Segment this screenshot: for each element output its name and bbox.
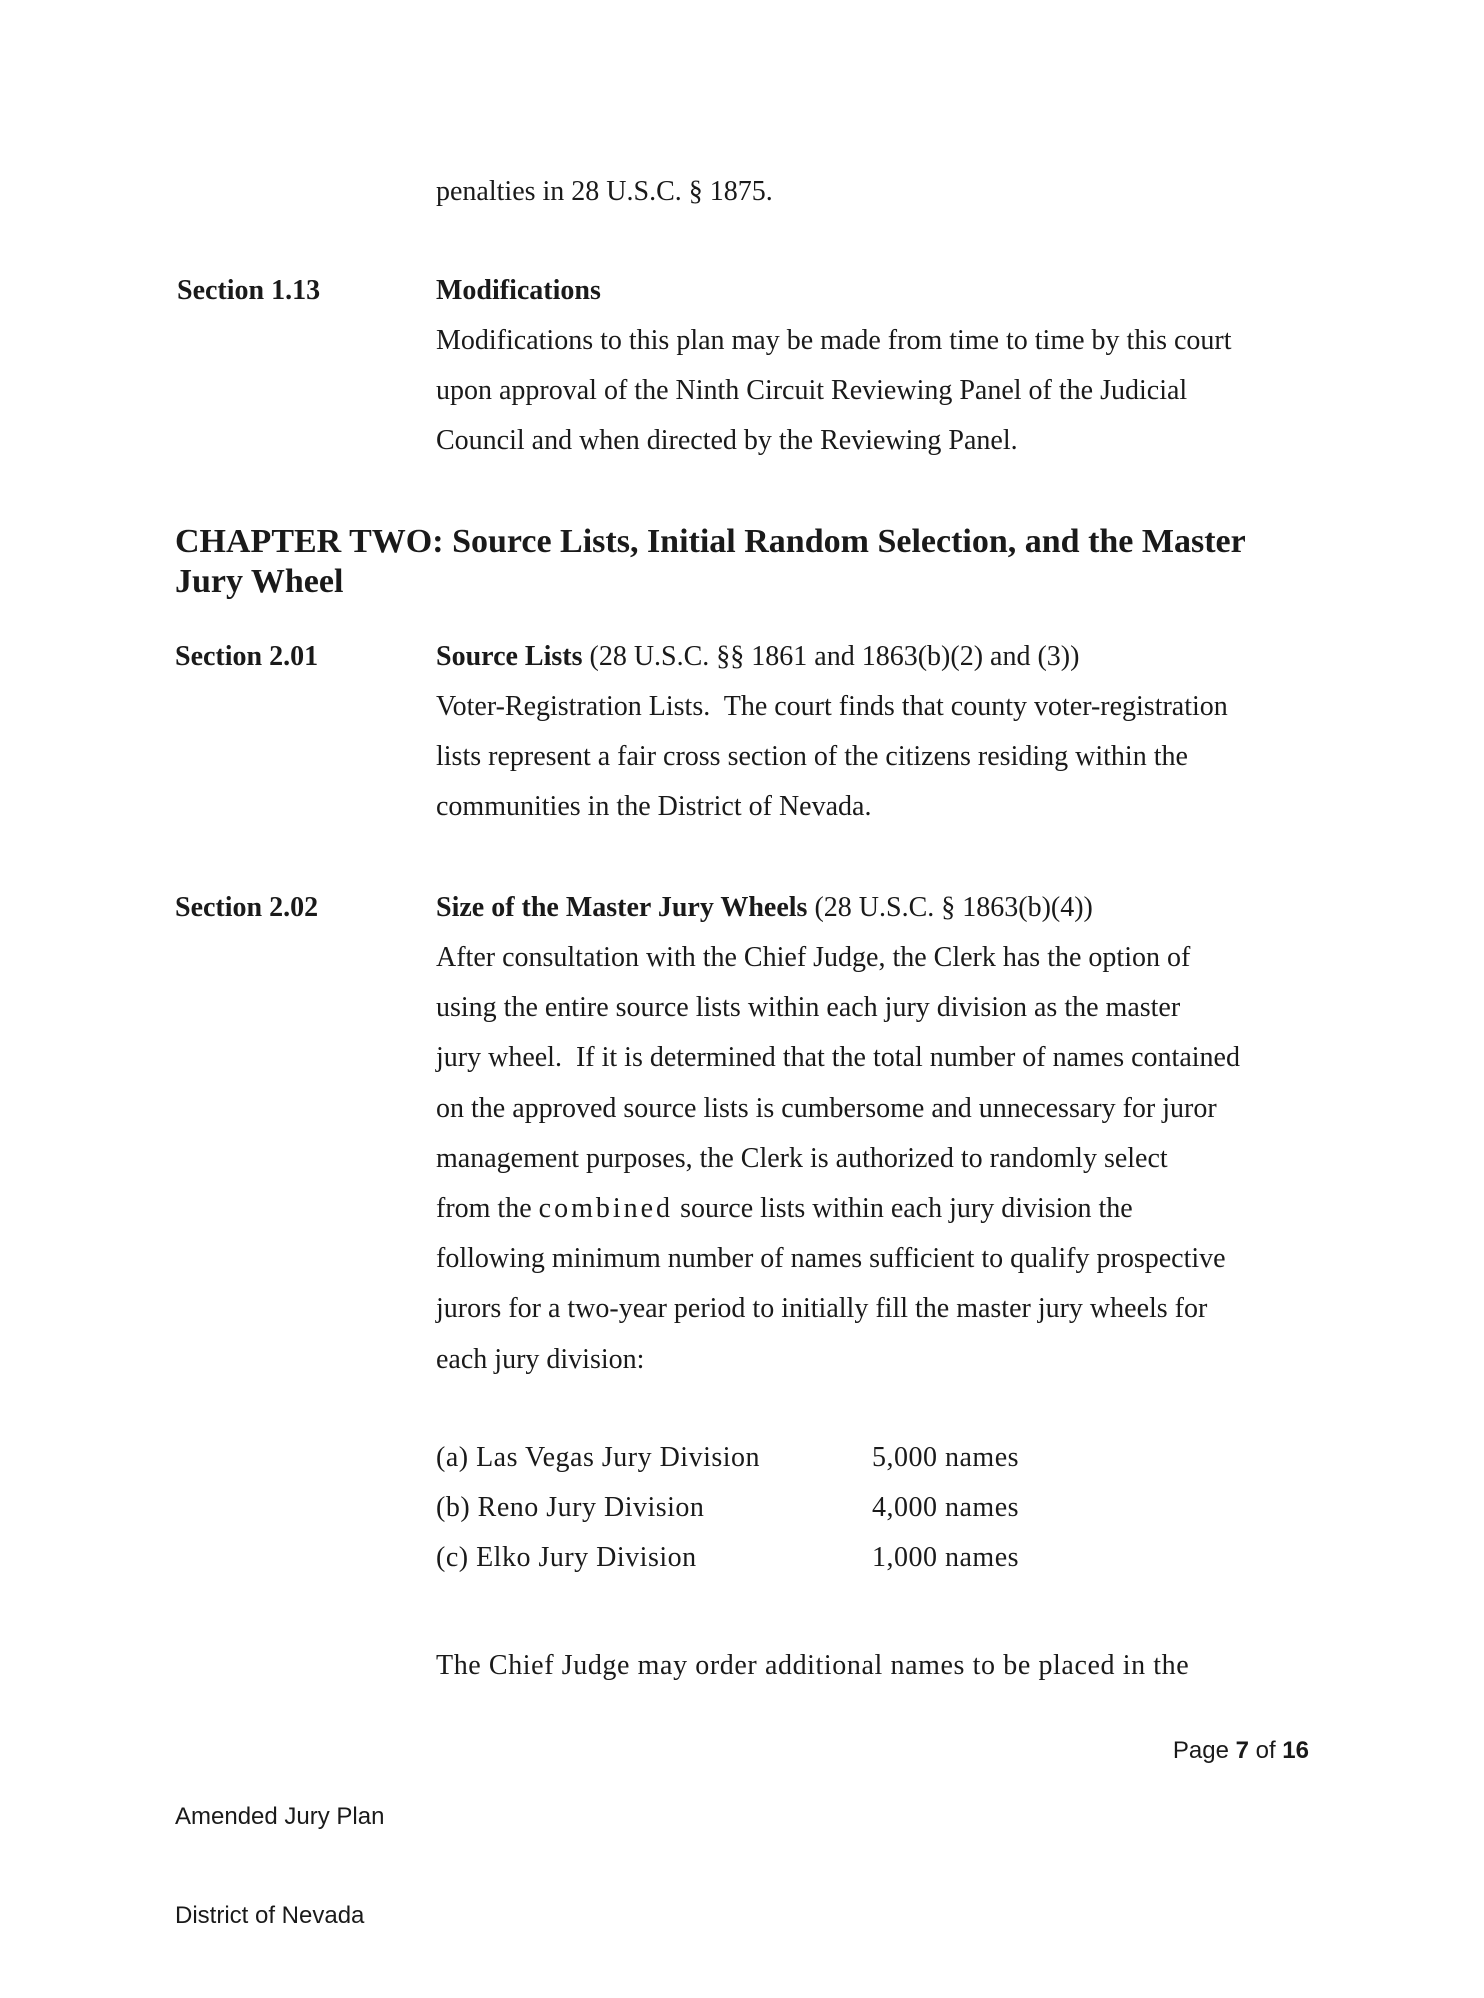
page-total: 16	[1282, 1737, 1309, 1764]
section-2-02-title	[436, 892, 1093, 924]
section-2-02-line: on the approved source lists is cumbersome and unnecessary for juror	[436, 1092, 1217, 1124]
chapter-two-heading: CHAPTER TWO: Source Lists, Initial Random Selection, and the Master Jury Wheel	[175, 523, 1246, 600]
section-2-02-line: following minimum number of names sufficient to qualify prospective	[436, 1243, 1226, 1275]
page-of: of	[1248, 1737, 1283, 1764]
section-2-01-line: lists represent a fair cross section of the citizens residing within the	[436, 741, 1188, 773]
section-2-02-line: each jury division:	[436, 1343, 645, 1375]
section-1-13-label: Section 1.13	[177, 275, 321, 306]
section-1-13-line: Modifications to this plan may be made from time to time by this court	[436, 325, 1232, 356]
section-2-02-line: jurors for a two-year period to initially fill the master jury wheels for	[436, 1293, 1208, 1325]
division-count: 4,000 names	[872, 1492, 1020, 1523]
section-2-01-line: communities in the District of Nevada.	[436, 791, 872, 823]
section-2-01-title-text: Source Lists	[436, 641, 583, 672]
jury-division-row	[436, 1442, 1020, 1474]
section-2-01-citation: (28 U.S.C. §§ 1861 and 1863(b)(2) and (3))	[582, 641, 1080, 672]
footer-doc-title: Amended Jury Plan	[175, 1803, 385, 1830]
section-1-13-line: upon approval of the Ninth Circuit Reviewing Panel of the Judicial	[436, 375, 1188, 407]
page-current: 7	[1235, 1737, 1249, 1764]
section-1-13-title-text: Modifications	[436, 275, 601, 306]
line6-before: from the	[436, 1192, 539, 1224]
section-2-01-body	[436, 682, 1276, 833]
section-2-01-title	[436, 641, 1079, 673]
division-name: (b) Reno Jury Division	[436, 1492, 705, 1523]
footer-district: District of Nevada	[175, 1902, 365, 1929]
section-1-13-line: Council and when directed by the Reviewing Panel.	[436, 425, 1018, 457]
section-2-02-label: Section 2.02	[175, 892, 319, 923]
continuation-text: penalties in 28 U.S.C. § 1875.	[436, 176, 773, 207]
line6-after: source lists within each jury division the	[673, 1192, 1133, 1224]
section-2-01-label: Section 2.01	[175, 641, 319, 672]
page-number	[1173, 1734, 1309, 1767]
division-name: (c) Elko Jury Division	[436, 1542, 697, 1573]
section-2-02-line: management purposes, the Clerk is authorized to randomly select	[436, 1142, 1168, 1174]
section-2-01-line: Voter-Registration Lists. The court finds that county voter-registration	[436, 691, 1228, 722]
section-2-02-line	[436, 1184, 1276, 1234]
section-1-13-title	[436, 275, 601, 307]
section-1-13-body	[436, 316, 1276, 467]
section-2-02-line: using the entire source lists within each jury division as the master	[436, 992, 1181, 1024]
division-count: 5,000 names	[872, 1442, 1020, 1473]
section-2-02-line: jury wheel. If it is determined that the total number of names contained	[436, 1042, 1240, 1074]
division-count: 1,000 names	[872, 1542, 1020, 1573]
combined-word: combined	[538, 1192, 674, 1224]
footer-left	[175, 1734, 384, 1998]
jury-division-row	[436, 1542, 1020, 1574]
jury-division-row	[436, 1492, 1020, 1524]
section-2-02-citation: (28 U.S.C. § 1863(b)(4))	[807, 892, 1093, 923]
division-name: (a) Las Vegas Jury Division	[436, 1442, 761, 1473]
section-2-02-title-text: Size of the Master Jury Wheels	[436, 892, 808, 923]
page-prefix: Page	[1172, 1737, 1236, 1764]
section-2-02-body	[436, 933, 1276, 1385]
section-2-02-line: After consultation with the Chief Judge, the Clerk has the option of	[436, 942, 1191, 973]
closing-text: The Chief Judge may order additional names to be placed in the	[436, 1650, 1190, 1681]
